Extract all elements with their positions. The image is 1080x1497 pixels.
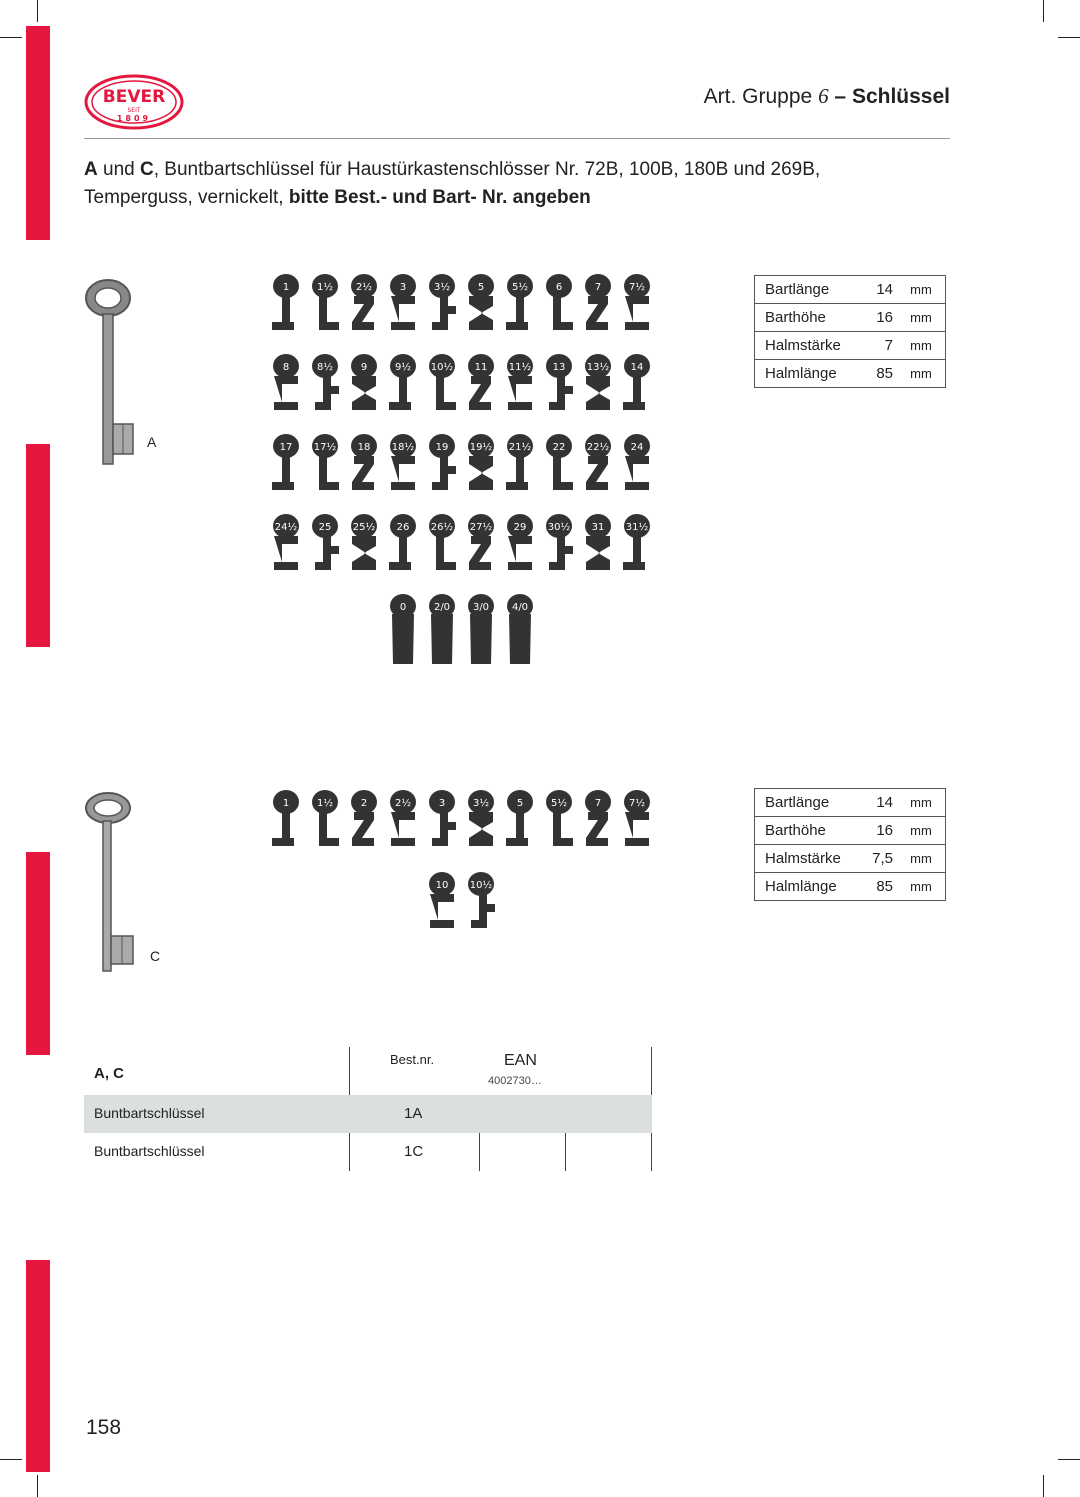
bit-number: 4/0 <box>511 602 529 613</box>
spec-label: Bartlänge <box>755 789 856 817</box>
section-tab <box>26 1260 50 1472</box>
page-number: 158 <box>86 1416 122 1439</box>
bit-number: 24 <box>630 442 644 453</box>
key-a-letter: A <box>147 434 157 450</box>
bit-number: 11½ <box>508 362 532 373</box>
key-bit <box>312 274 339 330</box>
spec-unit: mm <box>897 276 946 304</box>
bit-number: 5 <box>477 282 485 293</box>
desc-letter-c: C <box>140 159 154 180</box>
key-bit <box>390 274 416 330</box>
key-bit <box>585 434 611 490</box>
bit-number: 10½ <box>469 880 493 891</box>
row-name: Buntbartschlüssel <box>94 1143 205 1159</box>
key-bit <box>351 790 377 846</box>
bit-number: 3 <box>399 282 407 293</box>
spec-table-c <box>754 788 946 901</box>
spec-label: Halmlänge <box>755 873 856 901</box>
bit-number: 10 <box>435 880 449 891</box>
row-bestnr: 1C <box>404 1143 424 1160</box>
bit-number: 5½ <box>511 282 529 293</box>
bit-number: 25 <box>318 522 332 533</box>
key-bit <box>390 790 416 846</box>
key-bit <box>351 274 377 330</box>
table-row <box>84 1133 652 1171</box>
key-bit <box>429 354 456 410</box>
key-bit <box>468 514 494 570</box>
key-bit <box>468 434 494 490</box>
spec-row <box>755 276 946 304</box>
spec-unit: mm <box>897 845 946 873</box>
spec-label: Barthöhe <box>755 304 856 332</box>
key-bit <box>429 594 455 664</box>
key-bit <box>585 354 611 410</box>
bit-number: 17½ <box>313 442 337 453</box>
key-bit <box>429 434 456 490</box>
bit-number: 18 <box>357 442 371 453</box>
key-bit <box>585 274 611 330</box>
bit-number: 1½ <box>316 282 334 293</box>
spec-label: Halmstärke <box>755 332 856 360</box>
key-bit <box>507 594 533 664</box>
key-c-letter: C <box>150 948 161 964</box>
bit-number: 2½ <box>394 798 412 809</box>
crop-mark <box>1058 1459 1080 1460</box>
bit-number: 19 <box>435 442 449 453</box>
section-tab <box>26 444 50 647</box>
logo-brand: BEVER <box>102 87 166 107</box>
title-prefix: Art. Gruppe <box>703 85 813 108</box>
bit-number: 2½ <box>355 282 373 293</box>
order-table <box>84 1047 654 1171</box>
bit-number: 1 <box>282 282 290 293</box>
key-bit <box>623 354 650 410</box>
bit-number: 31½ <box>625 522 649 533</box>
key-bit <box>429 872 455 928</box>
bit-number: 18½ <box>391 442 415 453</box>
spec-row <box>755 789 946 817</box>
key-a-illustration <box>82 276 138 468</box>
bits-c-grid <box>266 784 666 946</box>
spec-value: 85 <box>855 360 897 388</box>
crop-mark <box>0 1459 22 1460</box>
spec-value: 7 <box>855 332 897 360</box>
spec-table-a <box>754 275 946 388</box>
bit-number: 22 <box>552 442 566 453</box>
key-bit <box>312 434 339 490</box>
spec-label: Barthöhe <box>755 817 856 845</box>
bit-number: 0 <box>399 602 407 613</box>
crop-mark <box>0 37 22 38</box>
bit-number: 21½ <box>508 442 532 453</box>
key-bit <box>546 274 573 330</box>
key-bit <box>546 354 573 410</box>
key-bit <box>351 354 377 410</box>
key-bit <box>312 514 339 570</box>
title-dash: – <box>834 85 847 108</box>
key-bit <box>468 790 494 846</box>
bit-number: 8½ <box>316 362 334 373</box>
logo-since: SEIT <box>127 107 141 114</box>
spec-row <box>755 873 946 901</box>
spec-value: 85 <box>855 873 897 901</box>
spec-row <box>755 845 946 873</box>
title-main: Schlüssel <box>851 85 950 108</box>
spec-value: 16 <box>855 304 897 332</box>
bestnr-header: Best.nr. <box>390 1052 435 1067</box>
bit-number: 24½ <box>274 522 298 533</box>
spec-label: Bartlänge <box>755 276 856 304</box>
bit-number: 30½ <box>547 522 571 533</box>
desc-line2: Temperguss, vernickelt, <box>84 187 289 208</box>
group-number: 6 <box>818 84 829 108</box>
ean-header: EAN <box>504 1052 537 1069</box>
table-heading: A, C <box>94 1065 124 1082</box>
key-bit <box>507 354 533 410</box>
spec-row <box>755 817 946 845</box>
bit-number: 1 <box>282 798 290 809</box>
bever-logo <box>84 74 184 130</box>
bit-number: 26 <box>396 522 410 533</box>
key-bit <box>468 354 494 410</box>
bit-number: 9 <box>360 362 368 373</box>
key-bit <box>429 274 456 330</box>
bit-number: 29 <box>513 522 527 533</box>
bit-number: 2 <box>360 798 368 809</box>
spec-unit: mm <box>897 332 946 360</box>
spec-label: Halmlänge <box>755 360 856 388</box>
spec-row <box>755 332 946 360</box>
key-bit <box>506 790 533 846</box>
bit-number: 7 <box>594 282 602 293</box>
crop-mark <box>1043 0 1044 22</box>
spec-row <box>755 304 946 332</box>
logo-year: 1809 <box>116 114 152 123</box>
bits-a-grid <box>266 268 666 670</box>
spec-unit: mm <box>897 817 946 845</box>
bit-number: 3/0 <box>472 602 490 613</box>
spec-value: 14 <box>855 276 897 304</box>
crop-mark <box>1043 1475 1044 1497</box>
key-bit <box>506 274 533 330</box>
product-description <box>84 156 954 212</box>
spec-unit: mm <box>897 360 946 388</box>
bit-number: 26½ <box>430 522 454 533</box>
bit-number: 5 <box>516 798 524 809</box>
desc-letter-a: A <box>84 159 98 180</box>
bit-number: 7 <box>594 798 602 809</box>
key-bit <box>312 354 339 410</box>
bit-number: 19½ <box>469 442 493 453</box>
bit-number: 3½ <box>472 798 490 809</box>
bit-number: 31 <box>591 522 605 533</box>
key-bit <box>389 354 416 410</box>
key-bit <box>312 790 339 846</box>
row-name: Buntbartschlüssel <box>94 1105 205 1121</box>
bit-number: 3½ <box>433 282 451 293</box>
key-bit <box>351 514 377 570</box>
key-bit <box>624 274 650 330</box>
key-bit <box>506 434 533 490</box>
key-bit <box>546 790 573 846</box>
spec-row <box>755 360 946 388</box>
bit-number: 8 <box>282 362 290 373</box>
key-bit <box>585 790 611 846</box>
spec-label: Halmstärke <box>755 845 856 873</box>
key-bit <box>623 514 650 570</box>
bit-number: 7½ <box>628 798 646 809</box>
key-bit <box>546 514 573 570</box>
bit-number: 14 <box>630 362 644 373</box>
bit-number: 11 <box>474 362 488 373</box>
bit-number: 3 <box>438 798 446 809</box>
bit-number: 9½ <box>394 362 412 373</box>
key-bit <box>389 514 416 570</box>
section-tab <box>26 852 50 1055</box>
desc-und: und <box>97 159 140 180</box>
key-c-illustration <box>82 790 138 974</box>
bit-number: 17 <box>279 442 293 453</box>
crop-mark <box>37 0 38 22</box>
spec-unit: mm <box>897 304 946 332</box>
bit-number: 13 <box>552 362 566 373</box>
bit-number: 1½ <box>316 798 334 809</box>
bit-number: 22½ <box>586 442 610 453</box>
header-rule <box>84 138 950 139</box>
desc-line1: , Buntbartschlüssel für Haustürkastenschlösser Nr. 72B, 100B, 180B und 269B, <box>153 159 821 180</box>
key-bit <box>272 790 299 846</box>
key-bit <box>585 514 611 570</box>
ean-prefix: 4002730… <box>488 1075 542 1087</box>
bit-number: 10½ <box>430 362 454 373</box>
key-bit <box>429 514 456 570</box>
spec-unit: mm <box>897 789 946 817</box>
spec-value: 14 <box>855 789 897 817</box>
bit-number: 7½ <box>628 282 646 293</box>
row-bestnr: 1A <box>404 1105 423 1122</box>
crop-mark <box>1058 37 1080 38</box>
bit-number: 5½ <box>550 798 568 809</box>
key-bit <box>390 434 416 490</box>
page-title <box>704 84 950 109</box>
section-tab <box>26 26 50 240</box>
spec-unit: mm <box>897 873 946 901</box>
key-bit <box>468 274 494 330</box>
key-bit <box>429 790 456 846</box>
key-bit <box>468 872 495 928</box>
bit-number: 27½ <box>469 522 493 533</box>
key-bit <box>546 434 573 490</box>
key-bit <box>272 274 299 330</box>
table-row <box>84 1095 652 1133</box>
spec-value: 7,5 <box>855 845 897 873</box>
key-bit <box>468 594 494 664</box>
bit-number: 2/0 <box>433 602 451 613</box>
key-bit <box>390 594 416 664</box>
crop-mark <box>37 1475 38 1497</box>
key-bit <box>624 434 650 490</box>
bit-number: 6 <box>555 282 563 293</box>
bit-number: 25½ <box>352 522 376 533</box>
desc-instruction: bitte Best.- und Bart- Nr. angeben <box>288 187 591 208</box>
key-bit <box>272 434 299 490</box>
key-bit <box>624 790 650 846</box>
key-bit <box>273 354 299 410</box>
spec-value: 16 <box>855 817 897 845</box>
key-bit <box>507 514 533 570</box>
key-bit <box>273 514 299 570</box>
bit-number: 13½ <box>586 362 610 373</box>
key-bit <box>351 434 377 490</box>
